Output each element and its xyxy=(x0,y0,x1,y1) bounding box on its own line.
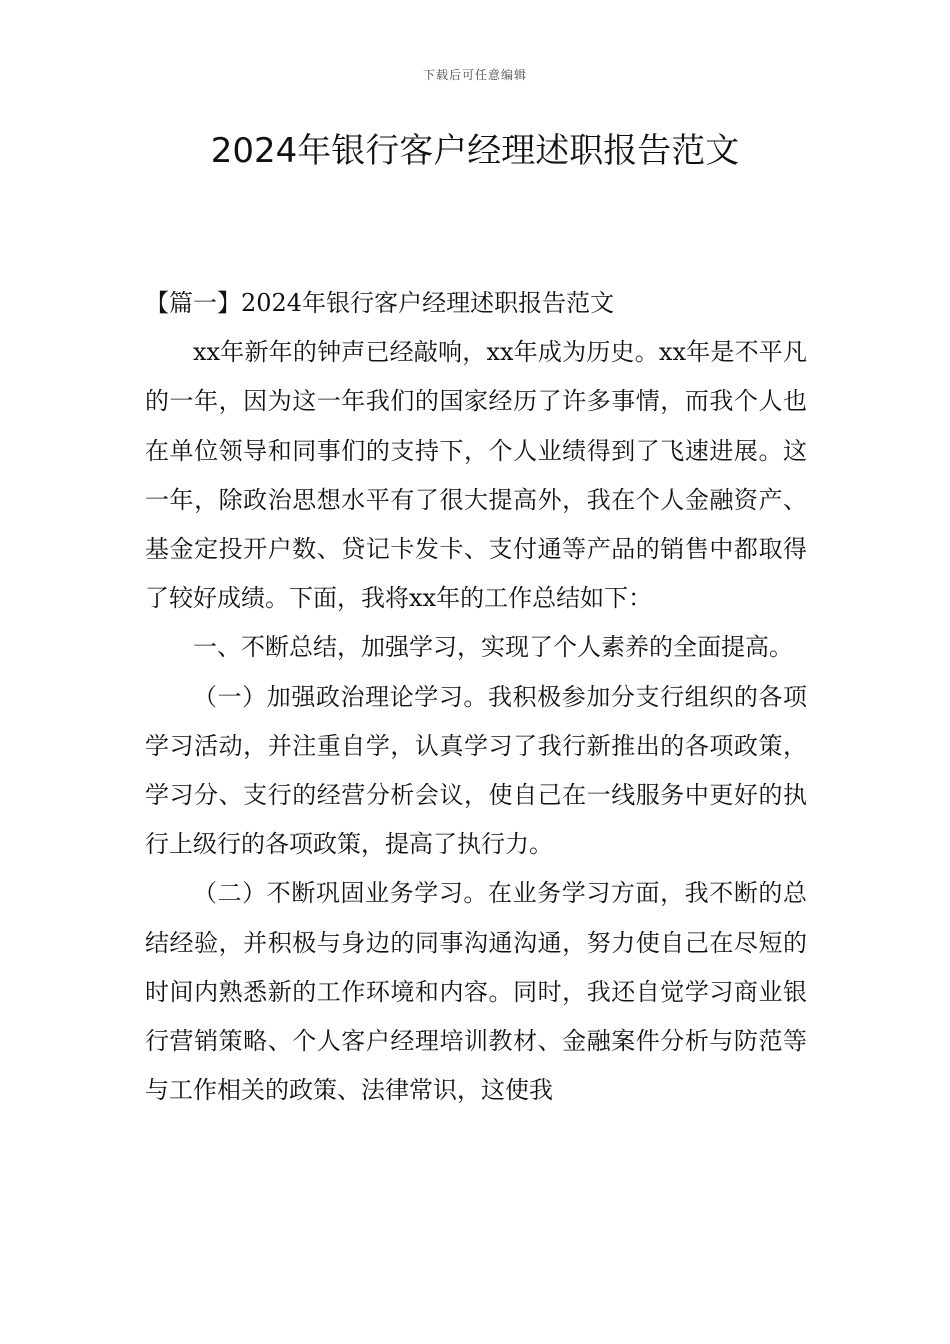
paragraph-intro: xx年新年的钟声已经敲响，xx年成为历史。xx年是不平凡的一年，因为这一年我们的国家经历了许多事情，而我个人也在单位领导和同事们的支持下，个人业绩得到了飞速进展。这一年，除政治思想水平有了很大提高外，我在个人金融资产、基金定投开户数、贷记卡发卡、支付通等产品的销售中都取得了较好成绩。下面，我将xx年的工作总结如下： xyxy=(145,338,807,613)
paragraph-sub-two: （二）不断巩固业务学习。在业务学习方面，我不断的总结经验，并积极与身边的同事沟通沟通，努力使自己在尽短的时间内熟悉新的工作环境和内容。同时，我还自觉学习商业银行营销策略、个人客户经理培训教材、金融案件分析与防范等与工作相关的政策、法律常识，这使我 xyxy=(145,879,807,1105)
header-note: 下载后可任意编辑 xyxy=(422,68,527,82)
document-title: 2024年银行客户经理述职报告范文 xyxy=(210,131,740,171)
paragraph-point-one: 一、不断总结，加强学习，实现了个人素养的全面提高。 xyxy=(193,633,793,662)
section-heading: 【篇一】2024年银行客户经理述职报告范文 xyxy=(145,289,615,317)
paragraph-sub-one: （一）加强政治理论学习。我积极参加分支行组织的各项学习活动，并注重自学，认真学习了我行新推出的各项政策，学习分、支行的经营分析会议，使自己在一线服务中更好的执行上级行的各项政策，提高了执行力。 xyxy=(145,682,807,859)
document-body xyxy=(145,279,807,1115)
